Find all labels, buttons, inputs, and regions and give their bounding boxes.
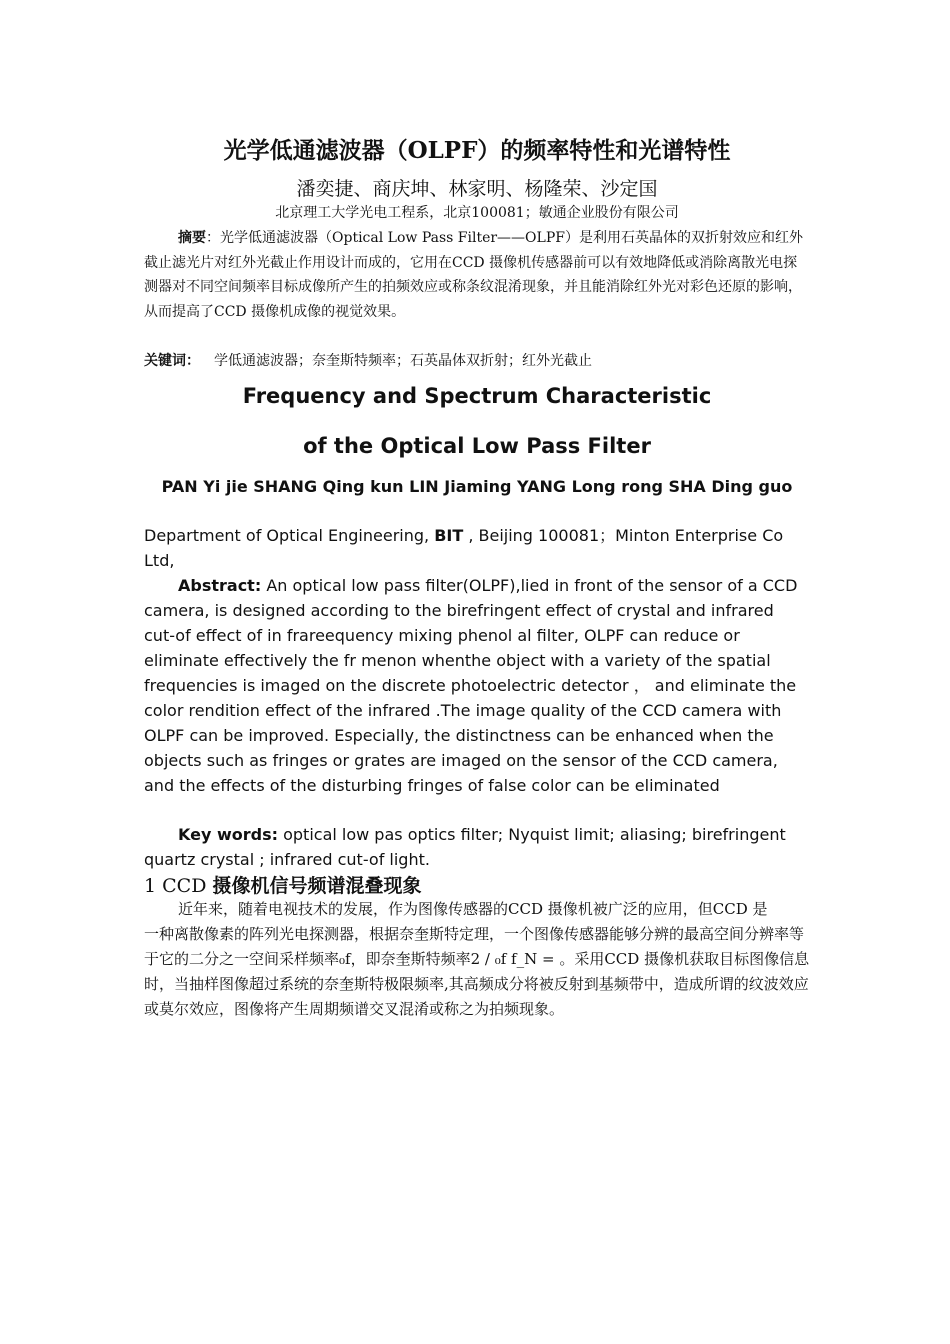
section-1-paragraph (144, 897, 810, 1022)
affiliation-chinese: 北京理工大学光电工程系，北京100081；敏通企业股份有限公司 (275, 205, 679, 221)
paper-title-chinese: 光学低通滤波器（OLPF）的频率特性和光谱特性 (223, 137, 731, 164)
affiliation-english-post: , Beijing 100081；Minton Enterprise Co Ltd, (144, 526, 784, 570)
keywords-chinese-label: 关键词： (144, 353, 200, 369)
section-1-paragraph-line1: 近年来，随着电视技术的发展，作为图像传感器的CCD 摄像机被广泛的应用，但CCD 是 (178, 900, 768, 918)
abstract-english (144, 573, 810, 798)
paper-title-english-line1: Frequency and Spectrum Characteristic (242, 384, 712, 408)
authors-chinese: 潘奕捷、商庆坤、林家明、杨隆荣、沙定国 (296, 178, 658, 200)
section-1-heading (144, 871, 810, 898)
authors-english: PAN Yi jie SHANG Qing kun LIN Jiaming YANG Long rong SHA Ding guo (161, 477, 793, 496)
section-1-number: 1 CCD (144, 875, 213, 897)
affiliation-english (144, 523, 810, 573)
section-1-title: 摄像机信号频谱混叠现象 (212, 875, 422, 897)
affiliation-english-bit: BIT (434, 526, 464, 545)
paper-title-english-line2: of the Optical Low Pass Filter (303, 434, 651, 458)
abstract-chinese (144, 226, 810, 324)
section-1-paragraph-rest: 一种离散像素的阵列光电探测器，根据奈奎斯特定理，一个图像传感器能够分辨的最高空间分辨率等于它的二分之一空间采样频率₀f，即奈奎斯特频率2 / ₀f f_N = 。采用CCD 摄像机获取目标图像信息时，当抽样图像超过系统的奈奎斯特极限频率,其高频成分将被反射到基频带中，造成所谓的纹波效应或莫尔效应，图像将产生周期频谱交叉混淆或称之为拍频现象。 (144, 925, 810, 1018)
affiliation-english-pre: Department of Optical Engineering, (144, 526, 435, 545)
keywords-chinese (144, 350, 810, 370)
keywords-english-label: Key words: (178, 825, 279, 844)
keywords-english (144, 822, 810, 872)
keywords-chinese-text: 学低通滤波器；奈奎斯特频率；石英晶体双折射；红外光截止 (214, 353, 592, 369)
abstract-chinese-label: 摘要 (178, 230, 206, 246)
abstract-english-text: An optical low pass filter(OLPF),lied in front of the sensor of a CCD camera, is designed according to the birefringent effect of crystal and infrared cut-of effect of in frareequency mixing phenol al filter, OLPF can reduce or eliminate effectively the fr menon whenthe object with a variety of the spatial frequencies is imaged on the discrete photoelectric detector ， and eliminate the color rendition effect of the infrared .The image quality of the CCD camera with OLPF can be improved. Especially, the distinctness can be enhanced when the objects such as fringes or grates are imaged on the sensor of the CCD camera, and the effects of the disturbing fringes of false color can be eliminated (144, 576, 798, 795)
abstract-chinese-separator: ： (206, 230, 220, 246)
abstract-english-label: Abstract: (178, 576, 262, 595)
keywords-english-text: optical low pas optics filter; Nyquist limit; aliasing; birefringent quartz crystal ; infrared cut-of light. (144, 825, 786, 869)
abstract-chinese-text: 光学低通滤波器（Optical Low Pass Filter——OLPF）是利用石英晶体的双折射效应和红外截止滤光片对红外光截止作用设计而成的，它用在CCD 摄像机传感器前可以有效地降低或消除离散光电探测器对不同空间频率目标成像所产生的拍频效应或称条纹混淆现象，并且能消除红外光对彩色还原的影响，从而提高了CCD 摄像机成像的视觉效果。 (144, 230, 803, 320)
